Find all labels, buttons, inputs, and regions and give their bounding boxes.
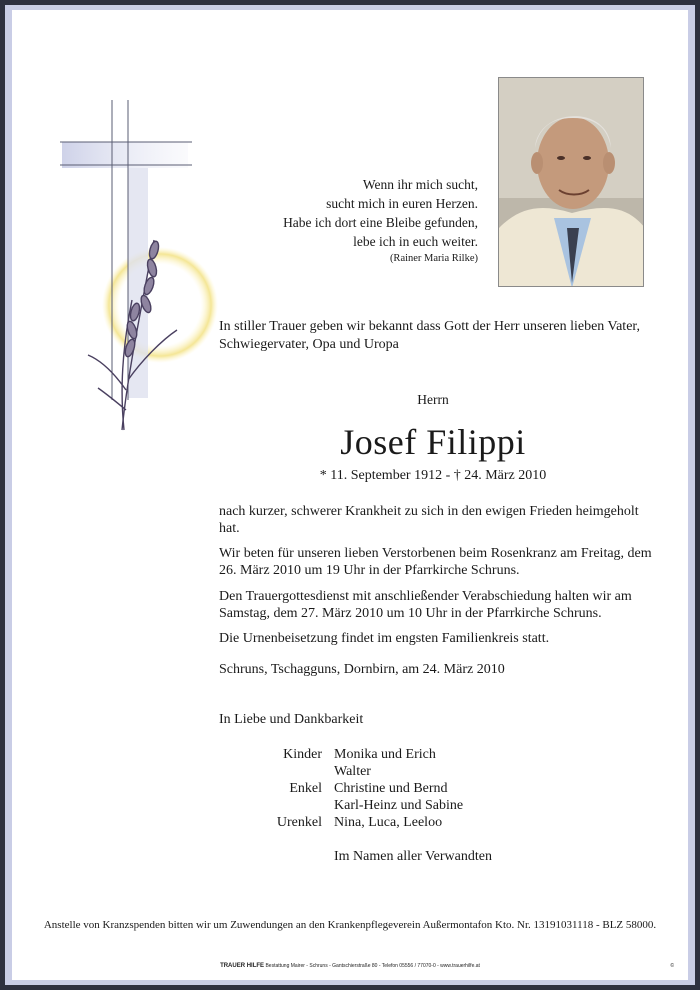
place-date-line: Schruns, Tschagguns, Dornbirn, am 24. März 2010 [219,662,505,677]
family-name: Karl-Heinz und Sabine [334,798,464,813]
poem-line: Habe ich dort eine Bleibe gefunden, [283,215,478,230]
paragraph-rosary: Wir beten für unseren lieben Verstorbenen beim Rosenkranz am Freitag, dem 26. März 2010 um 19 Uhr in der Pfarrkirche Schruns. [219,546,652,578]
paragraph-funeral-service: Den Trauergottesdienst mit anschließender Verabschiedung halten wir am Samstag, dem 27. März 2010 um 10 Uhr in der Pfarrkirche Schruns. [219,589,632,621]
portrait-image [499,78,644,287]
obituary-page [12,10,688,980]
poem-author: (Rainer Maria Rilke) [389,253,478,264]
poem-line: lebe ich in euch weiter. [353,234,478,249]
cross-shadow-wash [62,142,188,168]
life-dates: * 11. September 1912 - † 24. März 2010 [319,468,547,483]
closing-line: Im Namen aller Verwandten [334,849,492,864]
paragraph-urn-burial: Die Urnenbeisetzung findet im engsten Familienkreis statt. [219,631,550,646]
family-name: Walter [334,764,371,779]
poem-line: sucht mich in euren Herzen. [326,196,478,211]
family-name: Nina, Luca, Leeloo [334,815,443,830]
cross-wheat-motif [42,90,232,440]
sun-glow [102,247,218,363]
imprint-brand: TRAUER HILFE [220,963,265,969]
imprint [12,963,688,969]
family-label: Kinder [283,747,322,762]
family-name: Monika und Erich [334,747,436,762]
poem-block [262,175,478,267]
in-love-line: In Liebe und Dankbarkeit [219,712,364,727]
deceased-name: Josef Filippi [340,422,526,462]
poem-line: Wenn ihr mich sucht, [362,177,478,192]
paragraph-homecoming: nach kurzer, schwerer Krankheit zu sich in den ewigen Frieden heimgeholt hat. [219,504,639,536]
family-label: Enkel [289,781,322,796]
intro-text: In stiller Trauer geben wir bekannt dass Gott der Herr unseren lieben Vater, Schwiegervater, Opa und Uropa [219,319,641,352]
donation-note: Anstelle von Kranzspenden bitten wir um Zuwendungen an den Krankenpflegeverein Außermontafon Kto. Nr. 13191031118 - BLZ 58000. [43,919,657,931]
portrait-photo [498,77,644,287]
imprint-text: Bestattung Mairer - Schruns - Gantschierstraße 80 - Telefon 05556 / 77070-0 - www.trauerhilfe.at [265,963,480,969]
copyright-mark: © [670,963,674,969]
family-name: Christine und Bernd [334,781,448,796]
family-label: Urenkel [276,815,322,830]
salutation: Herrn [417,392,449,407]
